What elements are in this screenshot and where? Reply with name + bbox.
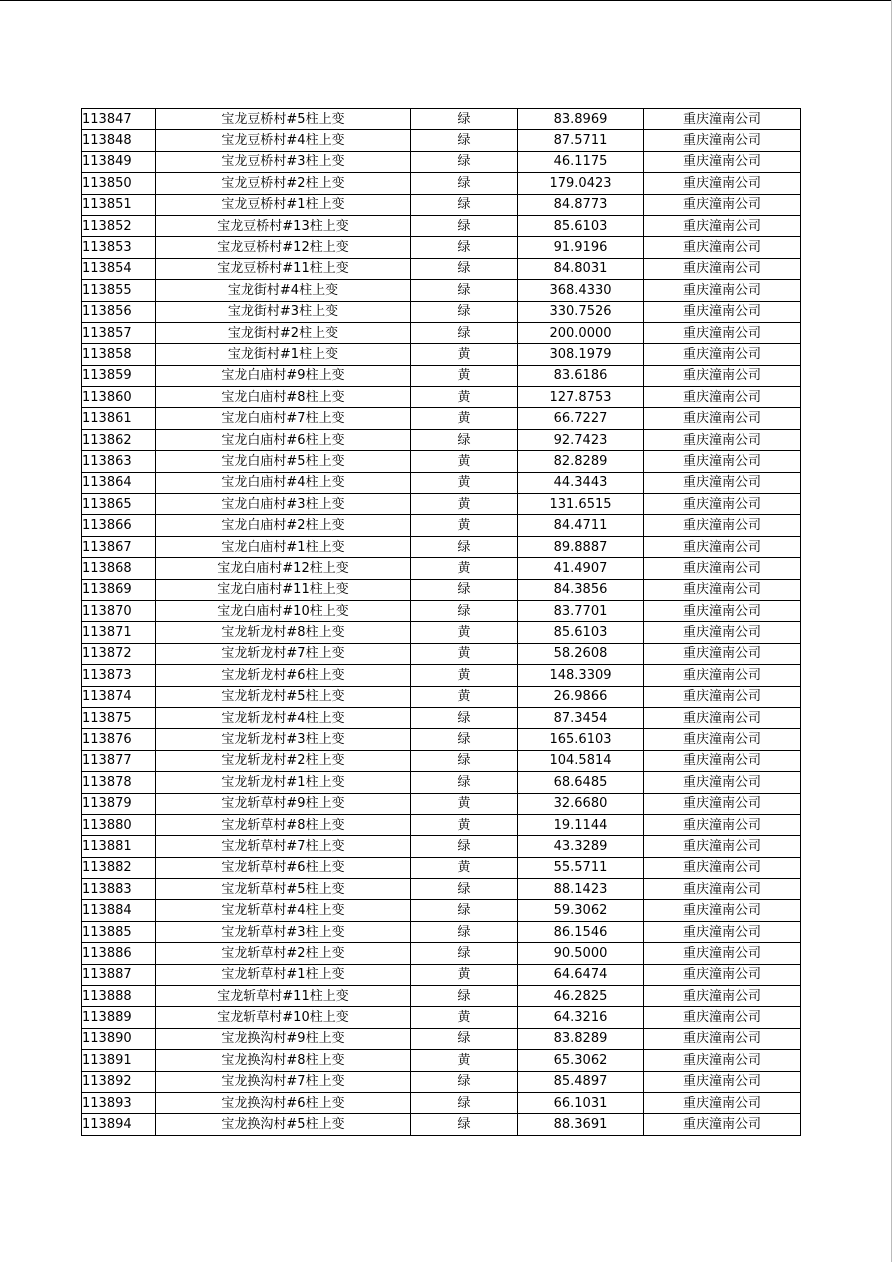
row-id-cell: 113847 (82, 109, 156, 130)
value-cell: 44.3443 (518, 472, 644, 493)
value-cell: 131.6515 (518, 494, 644, 515)
status-color-cell: 绿 (411, 772, 518, 793)
table-row (82, 109, 801, 130)
status-color-cell: 黄 (411, 1050, 518, 1071)
value-cell: 127.8753 (518, 387, 644, 408)
value-cell: 86.1546 (518, 921, 644, 942)
company-cell: 重庆潼南公司 (644, 451, 801, 472)
value-cell: 64.6474 (518, 964, 644, 985)
company-cell: 重庆潼南公司 (644, 1007, 801, 1028)
status-color-cell: 黄 (411, 1007, 518, 1028)
company-cell: 重庆潼南公司 (644, 836, 801, 857)
company-cell: 重庆潼南公司 (644, 600, 801, 621)
table-row (82, 772, 801, 793)
company-cell: 重庆潼南公司 (644, 1071, 801, 1092)
table-row (82, 194, 801, 215)
row-id-cell: 113888 (82, 986, 156, 1007)
value-cell: 89.8887 (518, 536, 644, 557)
status-color-cell: 绿 (411, 600, 518, 621)
value-cell: 179.0423 (518, 173, 644, 194)
row-id-cell: 113878 (82, 772, 156, 793)
row-id-cell: 113880 (82, 814, 156, 835)
transformer-name-cell: 宝龙斩草村#9柱上变 (156, 793, 411, 814)
row-id-cell: 113874 (82, 686, 156, 707)
transformer-name-cell: 宝龙斩龙村#3柱上变 (156, 729, 411, 750)
value-cell: 85.6103 (518, 622, 644, 643)
table-row (82, 408, 801, 429)
row-id-cell: 113860 (82, 387, 156, 408)
row-id-cell: 113867 (82, 536, 156, 557)
company-cell: 重庆潼南公司 (644, 707, 801, 728)
company-cell: 重庆潼南公司 (644, 237, 801, 258)
status-color-cell: 黄 (411, 857, 518, 878)
status-color-cell: 绿 (411, 237, 518, 258)
transformer-name-cell: 宝龙白庙村#5柱上变 (156, 451, 411, 472)
value-cell: 84.3856 (518, 579, 644, 600)
row-id-cell: 113881 (82, 836, 156, 857)
transformer-name-cell: 宝龙白庙村#1柱上变 (156, 536, 411, 557)
value-cell: 87.3454 (518, 707, 644, 728)
company-cell: 重庆潼南公司 (644, 536, 801, 557)
status-color-cell: 绿 (411, 879, 518, 900)
row-id-cell: 113849 (82, 151, 156, 172)
company-cell: 重庆潼南公司 (644, 857, 801, 878)
table-row (82, 151, 801, 172)
company-cell: 重庆潼南公司 (644, 301, 801, 322)
transformer-name-cell: 宝龙豆桥村#12柱上变 (156, 237, 411, 258)
transformer-name-cell: 宝龙豆桥村#13柱上变 (156, 215, 411, 236)
status-color-cell: 绿 (411, 130, 518, 151)
transformer-name-cell: 宝龙豆桥村#11柱上变 (156, 258, 411, 279)
value-cell: 46.2825 (518, 986, 644, 1007)
company-cell: 重庆潼南公司 (644, 686, 801, 707)
table-row (82, 729, 801, 750)
table-row (82, 515, 801, 536)
status-color-cell: 绿 (411, 729, 518, 750)
transformer-name-cell: 宝龙斩龙村#7柱上变 (156, 643, 411, 664)
table-row (82, 1071, 801, 1092)
company-cell: 重庆潼南公司 (644, 109, 801, 130)
company-cell: 重庆潼南公司 (644, 921, 801, 942)
table-row (82, 665, 801, 686)
transformer-name-cell: 宝龙斩草村#1柱上变 (156, 964, 411, 985)
value-cell: 165.6103 (518, 729, 644, 750)
company-cell: 重庆潼南公司 (644, 429, 801, 450)
company-cell: 重庆潼南公司 (644, 1114, 801, 1135)
row-id-cell: 113893 (82, 1092, 156, 1113)
transformer-name-cell: 宝龙白庙村#8柱上变 (156, 387, 411, 408)
transformer-name-cell: 宝龙斩龙村#1柱上变 (156, 772, 411, 793)
company-cell: 重庆潼南公司 (644, 194, 801, 215)
status-color-cell: 绿 (411, 215, 518, 236)
table-row (82, 857, 801, 878)
company-cell: 重庆潼南公司 (644, 750, 801, 771)
table-row (82, 494, 801, 515)
value-cell: 88.1423 (518, 879, 644, 900)
transformer-name-cell: 宝龙白庙村#11柱上变 (156, 579, 411, 600)
company-cell: 重庆潼南公司 (644, 387, 801, 408)
company-cell: 重庆潼南公司 (644, 322, 801, 343)
page-top-border (0, 0, 892, 1)
value-cell: 200.0000 (518, 322, 644, 343)
row-id-cell: 113856 (82, 301, 156, 322)
company-cell: 重庆潼南公司 (644, 258, 801, 279)
value-cell: 148.3309 (518, 665, 644, 686)
transformer-name-cell: 宝龙换沟村#9柱上变 (156, 1028, 411, 1049)
status-color-cell: 黄 (411, 622, 518, 643)
row-id-cell: 113862 (82, 429, 156, 450)
row-id-cell: 113852 (82, 215, 156, 236)
row-id-cell: 113863 (82, 451, 156, 472)
value-cell: 330.7526 (518, 301, 644, 322)
row-id-cell: 113865 (82, 494, 156, 515)
value-cell: 83.8289 (518, 1028, 644, 1049)
value-cell: 84.8031 (518, 258, 644, 279)
row-id-cell: 113889 (82, 1007, 156, 1028)
value-cell: 83.7701 (518, 600, 644, 621)
table-row (82, 215, 801, 236)
table-row (82, 1007, 801, 1028)
value-cell: 84.8773 (518, 194, 644, 215)
table-row (82, 365, 801, 386)
row-id-cell: 113857 (82, 322, 156, 343)
value-cell: 91.9196 (518, 237, 644, 258)
status-color-cell: 绿 (411, 536, 518, 557)
table-row (82, 1050, 801, 1071)
table-row (82, 793, 801, 814)
status-color-cell: 黄 (411, 515, 518, 536)
table-row (82, 301, 801, 322)
row-id-cell: 113877 (82, 750, 156, 771)
transformer-name-cell: 宝龙街村#2柱上变 (156, 322, 411, 343)
status-color-cell: 黄 (411, 494, 518, 515)
status-color-cell: 绿 (411, 943, 518, 964)
transformer-name-cell: 宝龙白庙村#9柱上变 (156, 365, 411, 386)
value-cell: 83.8969 (518, 109, 644, 130)
value-cell: 90.5000 (518, 943, 644, 964)
row-id-cell: 113848 (82, 130, 156, 151)
transformer-name-cell: 宝龙换沟村#8柱上变 (156, 1050, 411, 1071)
value-cell: 82.8289 (518, 451, 644, 472)
status-color-cell: 绿 (411, 1028, 518, 1049)
row-id-cell: 113850 (82, 173, 156, 194)
status-color-cell: 绿 (411, 194, 518, 215)
company-cell: 重庆潼南公司 (644, 579, 801, 600)
status-color-cell: 黄 (411, 387, 518, 408)
company-cell: 重庆潼南公司 (644, 494, 801, 515)
table-body (82, 109, 801, 1136)
company-cell: 重庆潼南公司 (644, 173, 801, 194)
status-color-cell: 绿 (411, 322, 518, 343)
value-cell: 84.4711 (518, 515, 644, 536)
transformer-name-cell: 宝龙换沟村#6柱上变 (156, 1092, 411, 1113)
status-color-cell: 绿 (411, 579, 518, 600)
transformer-name-cell: 宝龙白庙村#4柱上变 (156, 472, 411, 493)
table-row (82, 750, 801, 771)
company-cell: 重庆潼南公司 (644, 729, 801, 750)
row-id-cell: 113892 (82, 1071, 156, 1092)
status-color-cell: 绿 (411, 173, 518, 194)
row-id-cell: 113859 (82, 365, 156, 386)
transformer-name-cell: 宝龙斩龙村#4柱上变 (156, 707, 411, 728)
status-color-cell: 黄 (411, 686, 518, 707)
transformer-name-cell: 宝龙斩草村#4柱上变 (156, 900, 411, 921)
row-id-cell: 113885 (82, 921, 156, 942)
company-cell: 重庆潼南公司 (644, 408, 801, 429)
company-cell: 重庆潼南公司 (644, 643, 801, 664)
status-color-cell: 绿 (411, 1114, 518, 1135)
status-color-cell: 绿 (411, 900, 518, 921)
status-color-cell: 绿 (411, 258, 518, 279)
transformer-name-cell: 宝龙斩龙村#6柱上变 (156, 665, 411, 686)
transformer-name-cell: 宝龙豆桥村#3柱上变 (156, 151, 411, 172)
company-cell: 重庆潼南公司 (644, 215, 801, 236)
table-row (82, 451, 801, 472)
status-color-cell: 绿 (411, 280, 518, 301)
transformer-name-cell: 宝龙白庙村#7柱上变 (156, 408, 411, 429)
status-color-cell: 绿 (411, 301, 518, 322)
value-cell: 68.6485 (518, 772, 644, 793)
row-id-cell: 113868 (82, 558, 156, 579)
status-color-cell: 绿 (411, 1092, 518, 1113)
transformer-name-cell: 宝龙白庙村#12柱上变 (156, 558, 411, 579)
table-row (82, 921, 801, 942)
table-row (82, 686, 801, 707)
table-row (82, 536, 801, 557)
company-cell: 重庆潼南公司 (644, 900, 801, 921)
status-color-cell: 绿 (411, 750, 518, 771)
table-row (82, 943, 801, 964)
company-cell: 重庆潼南公司 (644, 130, 801, 151)
value-cell: 92.7423 (518, 429, 644, 450)
status-color-cell: 黄 (411, 665, 518, 686)
company-cell: 重庆潼南公司 (644, 814, 801, 835)
company-cell: 重庆潼南公司 (644, 943, 801, 964)
status-color-cell: 绿 (411, 921, 518, 942)
row-id-cell: 113871 (82, 622, 156, 643)
company-cell: 重庆潼南公司 (644, 879, 801, 900)
transformer-name-cell: 宝龙白庙村#3柱上变 (156, 494, 411, 515)
row-id-cell: 113879 (82, 793, 156, 814)
transformer-name-cell: 宝龙斩龙村#8柱上变 (156, 622, 411, 643)
status-color-cell: 黄 (411, 643, 518, 664)
status-color-cell: 绿 (411, 986, 518, 1007)
company-cell: 重庆潼南公司 (644, 151, 801, 172)
company-cell: 重庆潼南公司 (644, 772, 801, 793)
row-id-cell: 113854 (82, 258, 156, 279)
status-color-cell: 绿 (411, 836, 518, 857)
row-id-cell: 113884 (82, 900, 156, 921)
value-cell: 85.6103 (518, 215, 644, 236)
row-id-cell: 113872 (82, 643, 156, 664)
table-row (82, 814, 801, 835)
company-cell: 重庆潼南公司 (644, 793, 801, 814)
value-cell: 87.5711 (518, 130, 644, 151)
transformer-name-cell: 宝龙斩草村#3柱上变 (156, 921, 411, 942)
table-row (82, 280, 801, 301)
table-row (82, 558, 801, 579)
status-color-cell: 绿 (411, 429, 518, 450)
row-id-cell: 113858 (82, 344, 156, 365)
row-id-cell: 113861 (82, 408, 156, 429)
row-id-cell: 113851 (82, 194, 156, 215)
status-color-cell: 黄 (411, 964, 518, 985)
transformer-name-cell: 宝龙换沟村#5柱上变 (156, 1114, 411, 1135)
status-color-cell: 黄 (411, 365, 518, 386)
transformer-name-cell: 宝龙白庙村#10柱上变 (156, 600, 411, 621)
company-cell: 重庆潼南公司 (644, 472, 801, 493)
transformer-name-cell: 宝龙斩草村#7柱上变 (156, 836, 411, 857)
value-cell: 66.1031 (518, 1092, 644, 1113)
transformer-name-cell: 宝龙豆桥村#5柱上变 (156, 109, 411, 130)
table-row (82, 472, 801, 493)
value-cell: 85.4897 (518, 1071, 644, 1092)
status-color-cell: 黄 (411, 344, 518, 365)
table-row (82, 344, 801, 365)
transformer-name-cell: 宝龙斩草村#10柱上变 (156, 1007, 411, 1028)
status-color-cell: 黄 (411, 451, 518, 472)
transformer-name-cell: 宝龙斩龙村#2柱上变 (156, 750, 411, 771)
table-row (82, 1028, 801, 1049)
table-row (82, 322, 801, 343)
row-id-cell: 113873 (82, 665, 156, 686)
table-row (82, 643, 801, 664)
row-id-cell: 113894 (82, 1114, 156, 1135)
value-cell: 58.2608 (518, 643, 644, 664)
table-row (82, 387, 801, 408)
transformer-table (81, 108, 801, 1136)
row-id-cell: 113883 (82, 879, 156, 900)
company-cell: 重庆潼南公司 (644, 344, 801, 365)
row-id-cell: 113876 (82, 729, 156, 750)
status-color-cell: 黄 (411, 408, 518, 429)
table-row (82, 600, 801, 621)
value-cell: 43.3289 (518, 836, 644, 857)
status-color-cell: 黄 (411, 558, 518, 579)
table-row (82, 579, 801, 600)
row-id-cell: 113853 (82, 237, 156, 258)
table-row (82, 836, 801, 857)
status-color-cell: 黄 (411, 793, 518, 814)
status-color-cell: 黄 (411, 472, 518, 493)
value-cell: 104.5814 (518, 750, 644, 771)
row-id-cell: 113869 (82, 579, 156, 600)
transformer-name-cell: 宝龙斩草村#11柱上变 (156, 986, 411, 1007)
company-cell: 重庆潼南公司 (644, 665, 801, 686)
company-cell: 重庆潼南公司 (644, 622, 801, 643)
value-cell: 65.3062 (518, 1050, 644, 1071)
company-cell: 重庆潼南公司 (644, 1050, 801, 1071)
status-color-cell: 黄 (411, 814, 518, 835)
transformer-name-cell: 宝龙换沟村#7柱上变 (156, 1071, 411, 1092)
company-cell: 重庆潼南公司 (644, 986, 801, 1007)
row-id-cell: 113882 (82, 857, 156, 878)
status-color-cell: 绿 (411, 151, 518, 172)
value-cell: 32.6680 (518, 793, 644, 814)
value-cell: 88.3691 (518, 1114, 644, 1135)
row-id-cell: 113887 (82, 964, 156, 985)
table-row (82, 707, 801, 728)
value-cell: 46.1175 (518, 151, 644, 172)
table-row (82, 964, 801, 985)
transformer-name-cell: 宝龙街村#1柱上变 (156, 344, 411, 365)
company-cell: 重庆潼南公司 (644, 365, 801, 386)
table-row (82, 1092, 801, 1113)
table-row (82, 258, 801, 279)
transformer-name-cell: 宝龙斩龙村#5柱上变 (156, 686, 411, 707)
value-cell: 59.3062 (518, 900, 644, 921)
row-id-cell: 113864 (82, 472, 156, 493)
table-row (82, 1114, 801, 1135)
transformer-name-cell: 宝龙白庙村#6柱上变 (156, 429, 411, 450)
company-cell: 重庆潼南公司 (644, 515, 801, 536)
transformer-name-cell: 宝龙白庙村#2柱上变 (156, 515, 411, 536)
table-row (82, 130, 801, 151)
value-cell: 41.4907 (518, 558, 644, 579)
row-id-cell: 113855 (82, 280, 156, 301)
row-id-cell: 113875 (82, 707, 156, 728)
company-cell: 重庆潼南公司 (644, 558, 801, 579)
table-row (82, 900, 801, 921)
value-cell: 19.1144 (518, 814, 644, 835)
transformer-name-cell: 宝龙街村#3柱上变 (156, 301, 411, 322)
table-row (82, 429, 801, 450)
company-cell: 重庆潼南公司 (644, 1028, 801, 1049)
row-id-cell: 113886 (82, 943, 156, 964)
company-cell: 重庆潼南公司 (644, 280, 801, 301)
transformer-name-cell: 宝龙斩草村#6柱上变 (156, 857, 411, 878)
table-row (82, 173, 801, 194)
transformer-name-cell: 宝龙斩草村#2柱上变 (156, 943, 411, 964)
value-cell: 83.6186 (518, 365, 644, 386)
table-row (82, 237, 801, 258)
table-row (82, 986, 801, 1007)
status-color-cell: 绿 (411, 109, 518, 130)
value-cell: 308.1979 (518, 344, 644, 365)
row-id-cell: 113890 (82, 1028, 156, 1049)
company-cell: 重庆潼南公司 (644, 964, 801, 985)
transformer-name-cell: 宝龙豆桥村#4柱上变 (156, 130, 411, 151)
value-cell: 64.3216 (518, 1007, 644, 1028)
row-id-cell: 113866 (82, 515, 156, 536)
value-cell: 368.4330 (518, 280, 644, 301)
transformer-name-cell: 宝龙豆桥村#1柱上变 (156, 194, 411, 215)
transformer-name-cell: 宝龙斩草村#8柱上变 (156, 814, 411, 835)
row-id-cell: 113870 (82, 600, 156, 621)
value-cell: 55.5711 (518, 857, 644, 878)
row-id-cell: 113891 (82, 1050, 156, 1071)
transformer-name-cell: 宝龙豆桥村#2柱上变 (156, 173, 411, 194)
value-cell: 66.7227 (518, 408, 644, 429)
transformer-name-cell: 宝龙街村#4柱上变 (156, 280, 411, 301)
value-cell: 26.9866 (518, 686, 644, 707)
status-color-cell: 绿 (411, 707, 518, 728)
status-color-cell: 绿 (411, 1071, 518, 1092)
table-row (82, 879, 801, 900)
company-cell: 重庆潼南公司 (644, 1092, 801, 1113)
table-row (82, 622, 801, 643)
transformer-name-cell: 宝龙斩草村#5柱上变 (156, 879, 411, 900)
